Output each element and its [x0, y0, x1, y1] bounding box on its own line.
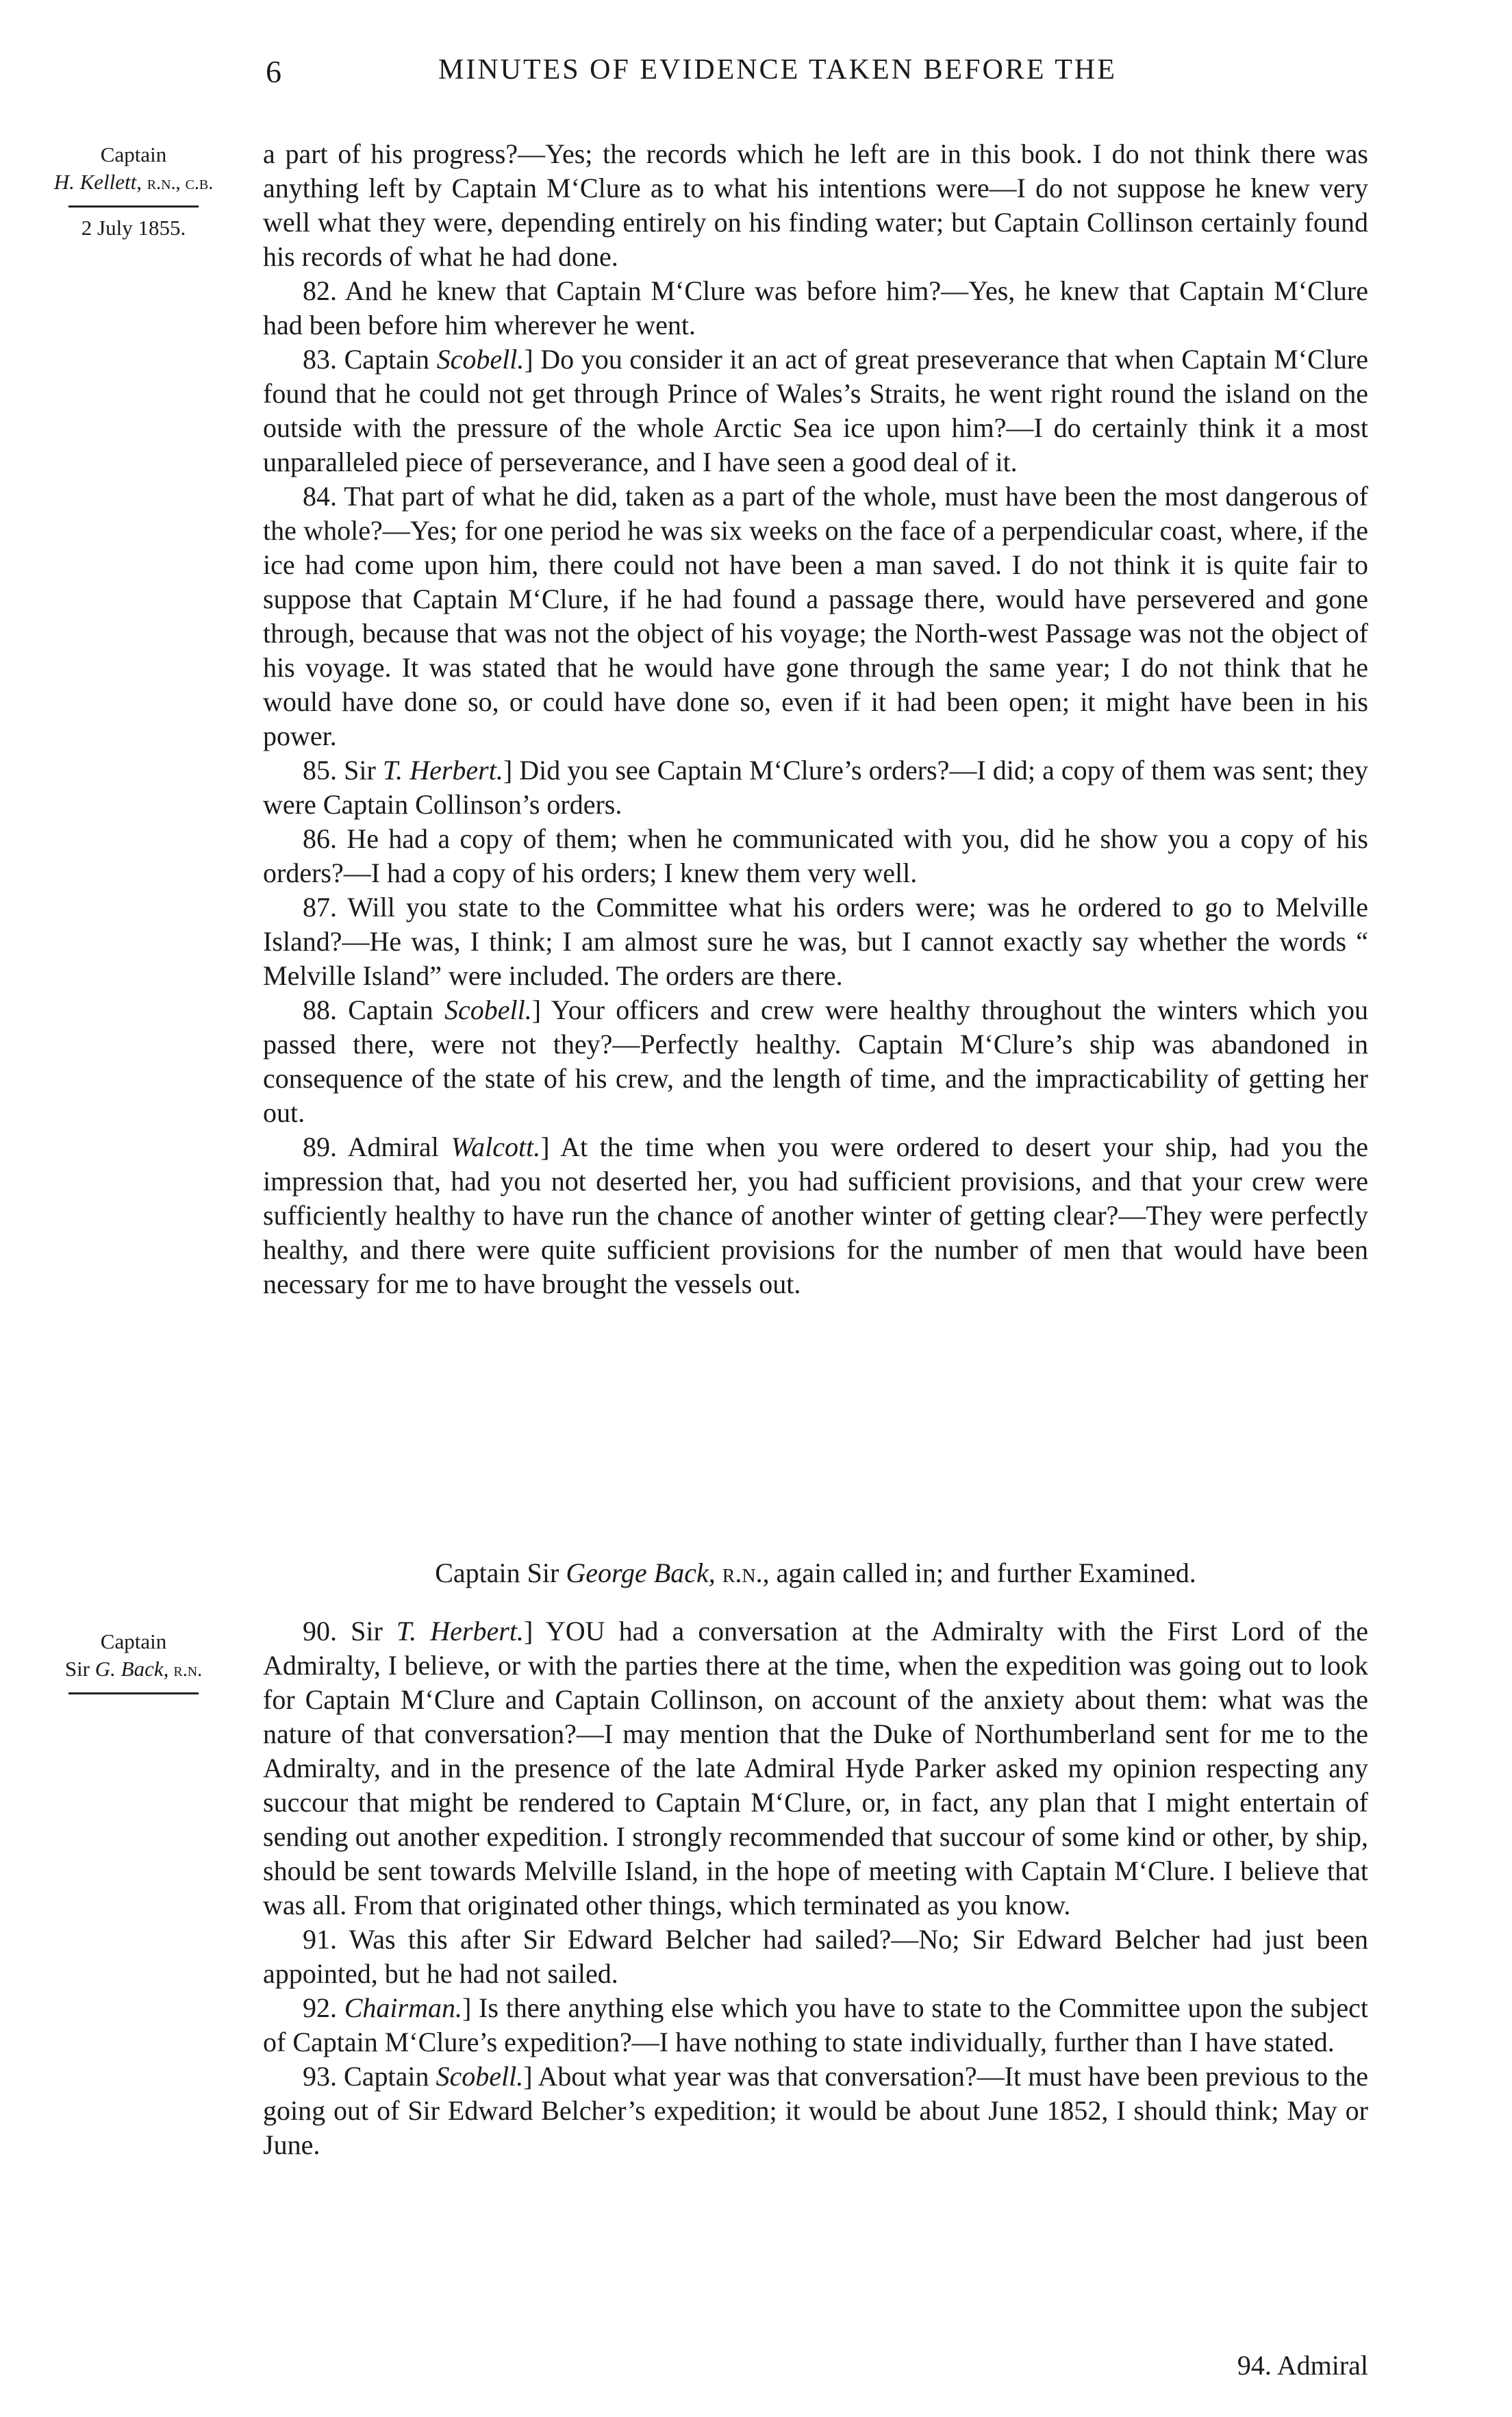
sidenote-rule [68, 205, 199, 208]
paragraph-88: 88. Captain Scobell.] Your officers and crew were healthy throughout the winters which you passed there, were not they?—Perfectly healthy. Captain M‘Clure’s ship was abandoned in consequence of the state of his crew, and the length of time, and the impracticability of getting her out. [263, 994, 1368, 1128]
running-title: MINUTES OF EVIDENCE TAKEN BEFORE THE [438, 54, 1117, 86]
sidenote-rule [68, 1692, 199, 1694]
catchword: 94. Admiral [1237, 2350, 1368, 2381]
page-number: 6 [266, 54, 281, 89]
paragraph-93: 93. Captain Scobell.] About what year was that conversation?—It must have been previous to the going out of Sir Edward Belcher’s expedition; it would be about June 1852, I should think; May or June. [263, 2061, 1368, 2160]
evidence-section-back [263, 1614, 1368, 2162]
paragraph-92: 92. Chairman.] Is there anything else which you have to state to the Committee upon the subject of Captain M‘Clure’s expedition?—I have nothing to state individually, further than I have stated. [263, 1992, 1368, 2057]
page-header [0, 53, 1512, 101]
paragraph-continuation: a part of his progress?—Yes; the records which he left are in this book. I do not think there was anything left by Captain M‘Clure as to what his intentions were—I do not suppose he knew very well what they were, depending entirely on his finding water; but Captain Collinson certainly found his records of what he had done. [263, 138, 1368, 272]
paragraph-82: 82. And he knew that Captain M‘Clure was before him?—Yes, he knew that Captain M‘Clure had been before him wherever he went. [263, 275, 1368, 340]
witness-called-line: Captain Sir George Back, r.n., again called in; and further Examined. [435, 1557, 1196, 1588]
paragraph-91: 91. Was this after Sir Edward Belcher had sailed?—No; Sir Edward Belcher had just been appointed, but he had not sailed. [263, 1924, 1368, 1989]
paragraph-87: 87. Will you state to the Committee what his orders were; was he ordered to go to Melville Island?—He was, I think; I am almost sure he was, but I cannot exactly say whether the words “ Melville Island” were included. The orders are there. [263, 892, 1368, 991]
sidenote-name: Sir G. Back, r.n. [64, 1657, 203, 1681]
sidenote-name: H. Kellett, r.n., c.b. [53, 170, 214, 194]
paragraph-86: 86. He had a copy of them; when he communicated with you, did he show you a copy of his orders?—I had a copy of his orders; I knew them very well. [263, 823, 1368, 888]
sidenote-witness-back [21, 1628, 247, 1701]
sidenote-title: Captain [100, 142, 167, 166]
sidenote-date: 2 July 1855. [81, 216, 186, 240]
paragraph-85: 85. Sir T. Herbert.] Did you see Captain M‘Clure’s orders?—I did; a copy of them was sent; they were Captain Collinson’s orders. [263, 755, 1369, 820]
sidenote-witness-kellett [21, 141, 247, 242]
paragraph-84: 84. That part of what he did, taken as a part of the whole, must have been the most dangerous of the whole?—Yes; for one period he was six weeks on the face of a perpendicular coast, where, if the ice had come upon him, there could not have been a man saved. I do not think it is quite fair to suppose that Captain M‘Clure, if he had found a passage there, would have persevered and gone through, because that was not the object of his voyage; the North-west Passage was not the object of his voyage. It was stated that he would have gone through the same year; I do not think that he would have done so, or could have done so, even if it had been open; it might have been in his power. [263, 481, 1368, 751]
paragraph-89: 89. Admiral Walcott.] At the time when you were ordered to desert your ship, had you the impression that, had you not deserted her, you had sufficient provisions, and that your crew were sufficiently healthy to have run the chance of another winter of getting clear?—They were perfectly healthy, and there were quite sufficient provisions for the number of men that would have been necessary for me to have brought the vessels out. [263, 1131, 1368, 1299]
evidence-section-kellett [263, 137, 1368, 1301]
paragraph-83: 83. Captain Scobell.] Do you consider it an act of great preseverance that when Captain M‘Clure found that he could not get through Prince of Wales’s Straits, he went right round the island on the outside with the pressure of the whole Arctic Sea ice upon him?—I do certainly think it a most unparalleled piece of perseverance, and I have seen a good deal of it. [263, 344, 1368, 477]
paragraph-90: 90. Sir T. Herbert.] YOU had a conversation at the Admiralty with the First Lord of the Admiralty, I believe, or with the parties there at the time, when the expedition was going out to look for Captain M‘Clure and Captain Collinson, on account of the anxiety about them: what was the nature of that conversation?—I may mention that the Duke of Northumberland sent for me to the Admiralty, and in the presence of the late Admiral Hyde Parker asked my opinion respecting any succour that might be rendered to Captain M‘Clure, or, in fact, any plan that I might entertain of sending out another expedition. I strongly recommended that succour of some kind or other, by ship, should be sent towards Melville Island, in the hope of meeting with Captain M‘Clure. I believe that was all. From that originated other things, which terminated as you know. [263, 1616, 1368, 1920]
sidenote-title: Captain [100, 1629, 167, 1653]
